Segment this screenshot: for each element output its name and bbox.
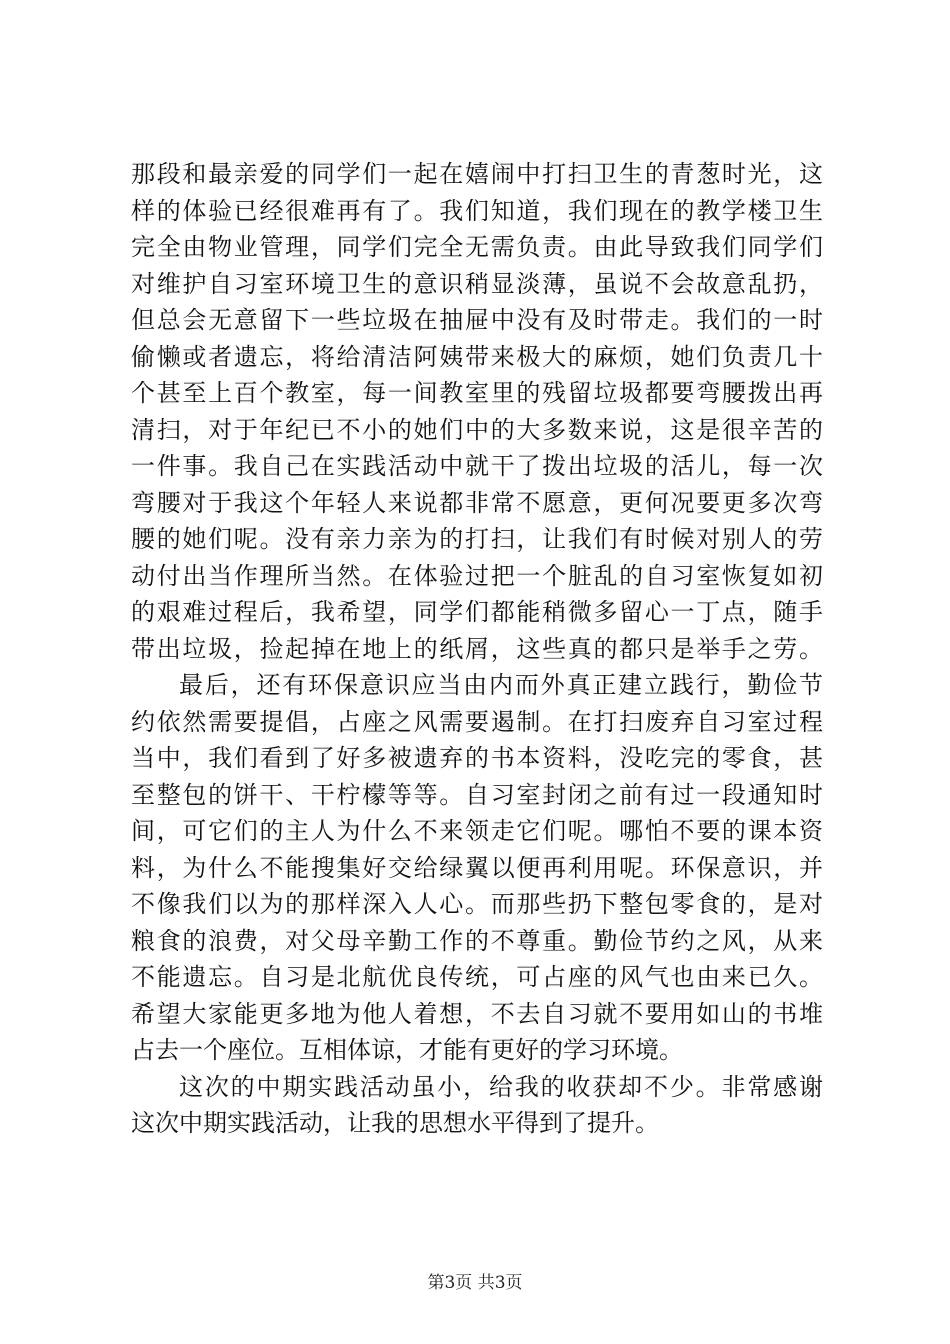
text-line: 但总会无意留下一些垃圾在抽屉中没有及时带走。我们的一时 (131, 306, 823, 334)
text-line: 不像我们以为的那样深入人心。而那些扔下整包零食的，是对 (131, 890, 823, 918)
text-line: 个甚至上百个教室，每一间教室里的残留垃圾都要弯腰拨出再 (131, 379, 823, 407)
text-line: 完全由物业管理，同学们完全无需负责。由此导致我们同学们 (131, 233, 823, 261)
paragraph-first-line: 最后，还有环保意识应当由内而外真正建立践行，勤俭节 (179, 671, 823, 699)
text-line: 对维护自习室环境卫生的意识稍显淡薄，虽说不会故意乱扔， (131, 269, 823, 298)
paragraph-last-line: 占去一个座位。互相体谅，才能有更好的学习环境。 (131, 1036, 683, 1064)
text-line: 动付出当作理所当然。在体验过把一个脏乱的自习室恢复如初 (131, 561, 823, 590)
text-line: 不能遗忘。自习是北航优良传统，可占座的风气也由来已久。 (131, 963, 823, 991)
text-line: 偷懒或者遗忘，将给清洁阿姨带来极大的麻烦，她们负责几十 (131, 342, 823, 371)
text-line: 约依然需要提倡，占座之风需要遏制。在打扫废弃自习室过程 (131, 707, 823, 736)
text-line: 腰的她们呢。没有亲力亲为的打扫，让我们有时候对别人的劳 (131, 525, 823, 553)
text-line: 间，可它们的主人为什么不来领走它们呢。哪怕不要的课本资 (131, 817, 823, 845)
text-line: 一件事。我自己在实践活动中就干了拨出垃圾的活儿，每一次 (131, 452, 823, 480)
paragraph-first-line: 这次的中期实践活动虽小，给我的收获却不少。非常感谢 (179, 1072, 823, 1101)
text-line: 的艰难过程后，我希望，同学们都能稍微多留心一丁点，随手 (131, 598, 823, 626)
text-line: 至整包的饼干、干柠檬等等。自习室封闭之前有过一段通知时 (131, 780, 823, 809)
text-line: 带出垃圾，捡起掉在地上的纸屑，这些真的都只是举手之劳。 (131, 634, 823, 663)
text-line: 希望大家能更多地为他人着想，不去自习就不要用如山的书堆 (131, 999, 823, 1028)
text-line: 清扫，对于年纪已不小的她们中的大多数来说，这是很辛苦的 (131, 415, 823, 444)
text-line: 当中，我们看到了好多被遗弃的书本资料，没吃完的零食，甚 (131, 744, 823, 772)
document-body (131, 156, 823, 1142)
text-line: 粮食的浪费，对父母辛勤工作的不尊重。勤俭节约之风，从来 (131, 926, 823, 955)
text-line: 那段和最亲爱的同学们一起在嬉闹中打扫卫生的青葱时光，这 (131, 160, 823, 188)
page-footer: 第3页 共3页 (427, 1273, 523, 1293)
text-line: 弯腰对于我这个年轻人来说都非常不愿意，更何况要更多次弯 (131, 488, 823, 517)
text-line: 样的体验已经很难再有了。我们知道，我们现在的教学楼卫生 (131, 196, 823, 225)
text-line: 料，为什么不能搜集好交给绿翼以便再利用呢。环保意识，并 (131, 853, 823, 882)
paragraph-last-line: 这次中期实践活动，让我的思想水平得到了提升。 (131, 1109, 659, 1137)
